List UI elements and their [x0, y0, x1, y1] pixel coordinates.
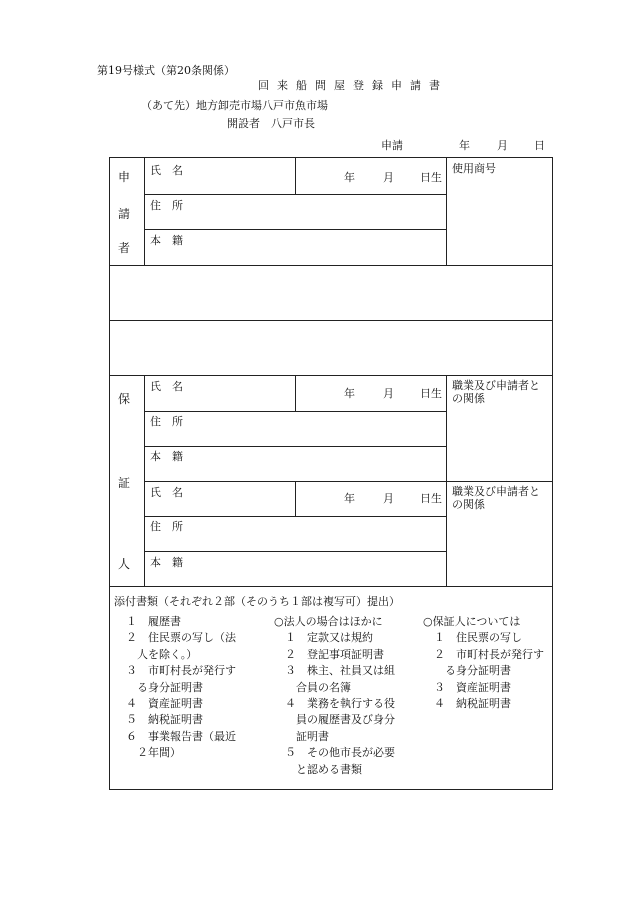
divider [446, 157, 447, 265]
addressee-line-2: 開設者 八戸市長 [227, 117, 315, 130]
form-number: 第19号様式（第20条関係） [97, 64, 235, 77]
list-item: 員の履歴書及び身分 [274, 713, 395, 727]
guarantor2-relation-label: 職業及び申請者との関係 [452, 485, 540, 511]
guarantor1-relation-label: 職業及び申請者との関係 [452, 379, 540, 405]
application-date-year: 年 [459, 139, 470, 152]
divider [144, 411, 446, 412]
divider [109, 375, 553, 376]
divider [295, 375, 296, 411]
applicant-side-char: 者 [117, 241, 130, 255]
divider [109, 320, 553, 321]
application-date-month: 月 [497, 139, 508, 152]
list-item: ４ 資産証明書 [115, 697, 203, 711]
document-title: 回来船問屋登録申請書 [258, 79, 448, 92]
list-item: ５ その他市長が必要 [274, 746, 395, 760]
applicant-birth-month: 月 [383, 171, 394, 184]
guarantor1-birth-month: 月 [383, 387, 394, 400]
list-item: ６ 事業報告書（最近 [115, 729, 236, 743]
guarantor1-birth-year: 年 [344, 387, 355, 400]
divider [295, 481, 296, 516]
trade-name-label: 使用商号 [452, 162, 496, 175]
applicant-side-char: 申 [117, 170, 130, 184]
guarantor2-birth-month: 月 [383, 492, 394, 505]
guarantor2-address-label: 住 所 [150, 520, 183, 533]
list-item: と認める書類 [274, 762, 362, 776]
guarantor2-birth-day: 日生 [420, 492, 442, 505]
attachments-column-corporation [274, 614, 395, 778]
list-item: ５ 納税証明書 [115, 713, 203, 727]
divider [295, 157, 296, 194]
guarantor2-birth-year: 年 [344, 492, 355, 505]
divider [144, 516, 446, 517]
list-item: ３ 株主、社員又は組 [274, 664, 395, 678]
list-item: ２年間） [115, 746, 181, 760]
guarantor2-name-label: 氏 名 [150, 486, 183, 499]
attachments-column-guarantor [423, 614, 544, 712]
attachments-column-general [115, 614, 236, 762]
list-item: る身分証明書 [115, 680, 203, 694]
guarantor1-birth-day: 日生 [420, 387, 442, 400]
guarantor-side-char: 人 [117, 557, 130, 571]
divider [144, 157, 145, 265]
divider [144, 194, 446, 195]
list-item: ３ 資産証明書 [423, 680, 511, 694]
addressee-line-1: （あて先）地方卸売市場八戸市魚市場 [141, 99, 328, 112]
list-item: ２ 登記事項証明書 [274, 647, 384, 661]
list-item: ２ 市町村長が発行す [423, 647, 544, 661]
applicant-name-label: 氏 名 [150, 164, 183, 177]
divider [109, 265, 553, 266]
table-border-bottom [109, 789, 553, 790]
guarantor1-name-label: 氏 名 [150, 380, 183, 393]
table-border-left [109, 157, 110, 790]
divider [109, 586, 553, 587]
list-item: １ 住民票の写し [423, 631, 522, 645]
list-item: １ 履歴書 [115, 615, 181, 628]
table-border-top [109, 157, 553, 158]
list-item: 証明書 [274, 729, 329, 743]
attachments-heading: 添付書類（それぞれ２部（そのうち１部は複写可）提出） [114, 595, 400, 608]
list-item: ○保証人については [423, 615, 521, 628]
guarantor2-domicile-label: 本 籍 [150, 556, 183, 569]
applicant-birth-year: 年 [344, 171, 355, 184]
divider [144, 551, 446, 552]
guarantor-side-char: 保 [117, 392, 130, 406]
table-border-right [552, 157, 553, 790]
application-date-prefix: 申請 [381, 139, 403, 152]
list-item: る身分証明書 [423, 664, 511, 678]
list-item: 人を除く。） [115, 647, 198, 661]
list-item: １ 定款又は規約 [274, 631, 373, 645]
divider [144, 229, 446, 230]
application-date-day: 日 [534, 139, 545, 152]
list-item: ２ 住民票の写し（法 [115, 631, 236, 645]
list-item: ４ 業務を執行する役 [274, 697, 395, 711]
list-item: ４ 納税証明書 [423, 697, 511, 711]
applicant-birth-day: 日生 [420, 171, 442, 184]
divider [144, 446, 446, 447]
applicant-domicile-label: 本 籍 [150, 234, 183, 247]
divider [144, 481, 553, 482]
applicant-address-label: 住 所 [150, 199, 183, 212]
list-item: ○法人の場合はほかに [274, 615, 383, 628]
guarantor-side-char: 証 [117, 476, 130, 490]
guarantor1-address-label: 住 所 [150, 415, 183, 428]
applicant-side-char: 請 [117, 207, 130, 221]
list-item: 合員の名簿 [274, 680, 351, 694]
guarantor1-domicile-label: 本 籍 [150, 450, 183, 463]
list-item: ３ 市町村長が発行す [115, 664, 236, 678]
